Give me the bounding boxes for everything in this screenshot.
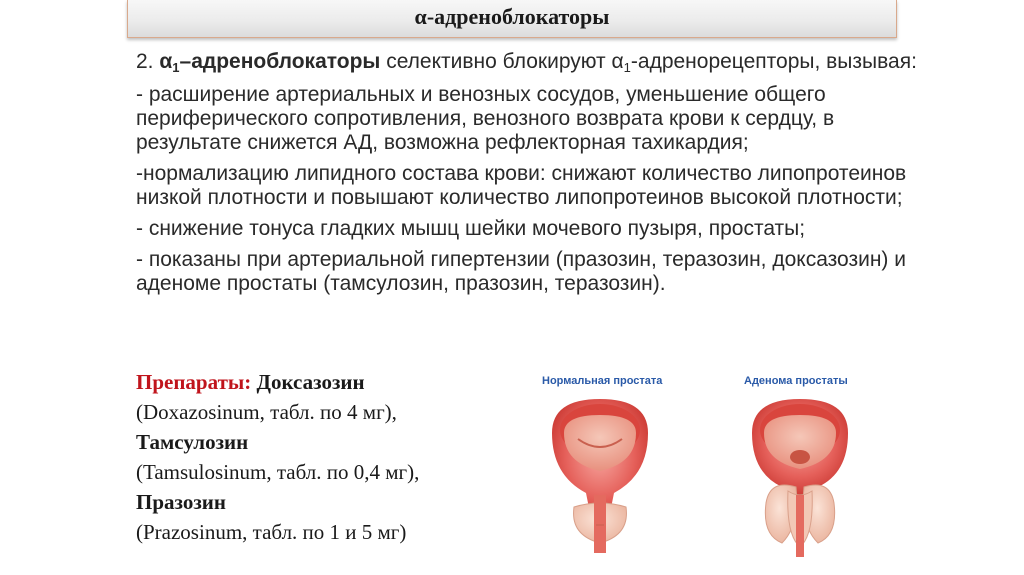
effect-item: - расширение артериальных и венозных сосудов, уменьшение общего периферического сопротивления, венозного возврата крови к сердцу, в результате снижется АД, возможна рефлекторная тахикардия; (136, 83, 835, 154)
adenoma-prostate-shape (752, 399, 848, 557)
intro-term-sub: 1 (172, 60, 180, 75)
effect-item: -нормализацию липидного состава крови: снижают количество липопротеинов низкой плотности и повышают количество липопротеинов высокой плотности; (136, 162, 907, 209)
effect-item: - показаны при артериальной гипертензии (празозин, теразозин, доксазозин) и аденоме простаты (тамсулозин, празозин, теразозин). (136, 248, 906, 295)
drug-line (136, 367, 419, 397)
drug-detail: (Prazosinum, табл. по 1 и 5 мг) (136, 520, 407, 544)
effect-item: - снижение тонуса гладких мышц шейки мочевого пузыря, простаты; (136, 217, 806, 240)
title-bar (127, 0, 897, 38)
drug-name: Тамсулозин (136, 430, 249, 454)
prostate-drawing (530, 375, 870, 570)
drugs-block (136, 367, 419, 547)
drugs-label: Препараты: (136, 370, 252, 394)
normal-prostate-shape (552, 399, 648, 553)
drug-detail: (Doxazosinum, табл. по 4 мг), (136, 400, 397, 424)
intro-term-prefix: α (159, 50, 173, 73)
drug-detail: (Tamsulosinum, табл. по 0,4 мг), (136, 460, 420, 484)
intro-text-sub: 1 (623, 60, 631, 75)
intro-text-after: -адренорецепторы, вызывая: (630, 50, 917, 73)
prostate-illustration (530, 375, 870, 570)
drug-name: Празозин (136, 490, 226, 514)
intro-term (159, 50, 380, 73)
page-title: α-адреноблокаторы (414, 3, 610, 29)
adenoma-prostate-label: Аденома простаты (744, 375, 848, 387)
intro-term-suffix: –адреноблокаторы (179, 50, 381, 73)
normal-prostate-label: Нормальная простата (542, 375, 663, 387)
drug-name: Доксазозин (256, 370, 365, 394)
intro-number: 2. (136, 50, 154, 73)
intro-text-before: селективно блокируют α (380, 50, 624, 73)
intro-paragraph (136, 50, 926, 74)
content-block (136, 50, 926, 303)
